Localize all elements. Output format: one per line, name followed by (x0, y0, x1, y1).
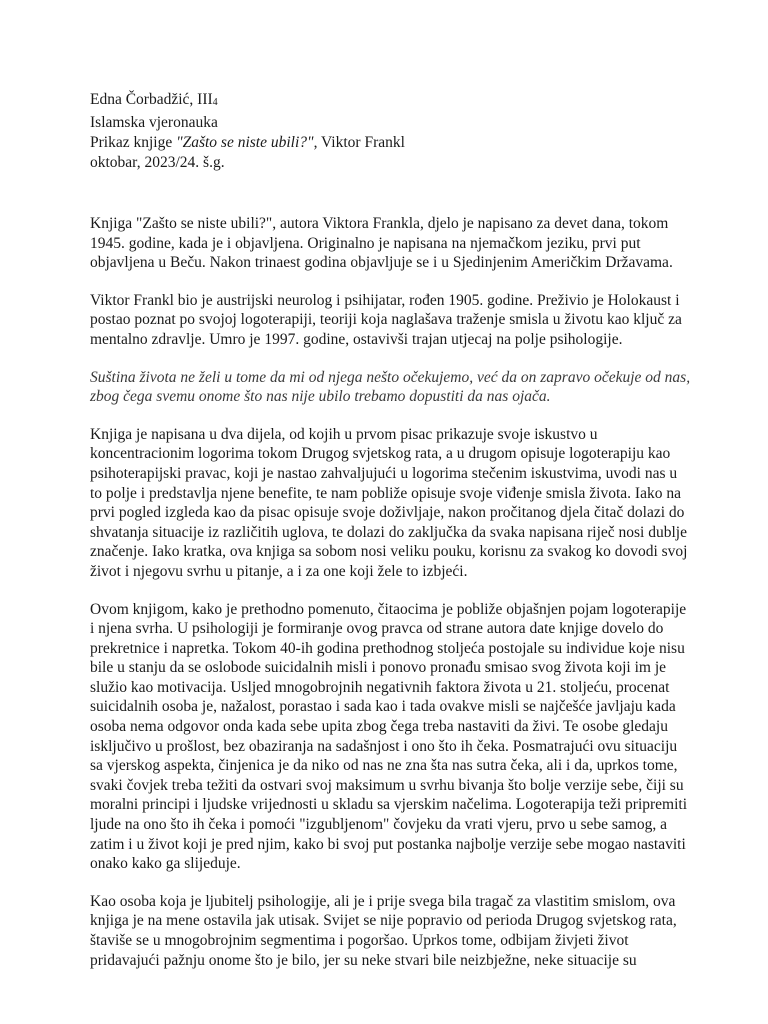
review-suffix: , Viktor Frankl (313, 134, 405, 151)
author-line (90, 90, 690, 113)
paragraph-personal-impression: Kao osoba koja je ljubitelj psihologije, ali je i prije svega bila tragač za vlastitim smislom, ova knjiga je na mene ostavila jak utisak. Svijet se nije popravio od perioda Drugog svjetskog rata, štaviše se u mnogobrojnim segmentima i pogoršao. Uprkos tome, odbijam živjeti život pridavajući pažnju onome što je bilo, jer su neke stvari bile neizbježne, neke situacije su (90, 892, 677, 969)
author-name: Edna Čorbadžić, III (90, 91, 213, 108)
date-line: oktobar, 2023/24. š.g. (90, 154, 225, 171)
document-header (90, 90, 690, 173)
paragraph-author-bio: Viktor Frankl bio je austrijski neurolog i psihijatar, rođen 1905. godine. Preživio je Holokaust i postao poznat po svojoj logoterapiji, teoriji koja naglašava traženje smisla u životu kao ključ za mentalno zdravlje. Umro je 1997. godine, ostavivši trajan utjecaj na polje psihologije. (90, 291, 682, 348)
paragraph-book-intro: Knjiga "Zašto se niste ubili?", autora Viktora Frankla, djelo je napisano za devet dana, tokom 1945. godine, kada je i objavljena. Originalno je napisana na njemačkom jeziku, prvi put objavljena u Beču. Nakon trinaest godina objavljuje se i u Sjedinjenim Američkim Državama. (90, 215, 673, 272)
book-title: "Zašto se niste ubili?" (176, 134, 314, 151)
subject-line: Islamska vjeronauka (90, 114, 218, 131)
paragraph-book-structure: Knjiga je napisana u dva dijela, od kojih u prvom pisac prikazuje svoje iskustvo u koncentracionim logorima tokom Drugog svjetskog rata, a u drugom opisuje logoterapiju kao psihoterapijski pravac, koji je nastao zahvaljujući u logorima stečenim iskustvima, uvodi nas u to polje i predstavlja njene benefite, te nam pobliže opisuje svoje viđenje smisla života. Iako na prvi pogled izgleda kao da pisac opisuje svoje doživljaje, nakon pročitanog djela čitač dolazi do shvatanja situacije iz različitih uglova, te dolazi do zaključka da svaka napisana riječ nosi dublje značenje. Iako kratka, ova knjiga sa sobom nosi veliku pouku, korisnu za svakog ko dovodi svoj život i njegovu svrhu u pitanje, a i za one koji žele to izbjeći. (90, 425, 688, 580)
review-prefix: Prikaz knjige (90, 134, 177, 151)
author-class-subscript: 4 (212, 97, 218, 108)
paragraph-quote: Suština života ne želi u tome da mi od njega nešto očekujemo, već da on zapravo očekuje od nas, zbog čega svemu onome što nas nije ubilo trebamo dopustiti da nas ojača. (90, 368, 691, 406)
document-body (90, 214, 692, 988)
review-title-line (90, 133, 690, 153)
paragraph-logotherapy: Ovom knjigom, kako je prethodno pomenuto, čitaocima je pobliže objašnjen pojam logoterapije i njena svrha. U psihologiji je formiranje ovog pravca od strane autora date knjige dovelo do prekretnice i napretka. Tokom 40-ih godina prethodnog stoljeća postojale su individue koje nisu bile u stanju da se oslobode suicidalnih misli i ponovo pronađu smisao svog života koji im je služio kao motivacija. Usljed mnogobrojnih negativnih faktora života u 21. stoljeću, procenat suicidalnih osoba je, nažalost, porastao i sada kao i tada ovakve misli se najčešće javljaju kada osoba nema odgovor onda kada sebe upita zbog čega treba nastaviti da živi. Te osobe gledaju isključivo u prošlost, bez obaziranja na sadašnjost i ono što ih čeka. Posmatrajući ovu situaciju sa vjerskog aspekta, činjenica je da niko od nas ne zna šta nas sutra čeka, ali i da, uprkos tome, svaki čovjek treba težiti da ostvari svoj maksimum u svrhu bivanja što bolje verzije sebe, čiji su moralni principi i ljudske vrijednosti u skladu sa vjerskim načelima. Logoterapija teži pripremiti ljude na ono što ih čeka i pomoći "izgubljenom" čovjeku da vrati vjeru, prvo u sebe samog, a zatim i u život koji je pred njim, kako bi svoj put postanka najbolje verzije sebe mogao nastaviti onako kako ga slijeduje. (90, 600, 688, 873)
